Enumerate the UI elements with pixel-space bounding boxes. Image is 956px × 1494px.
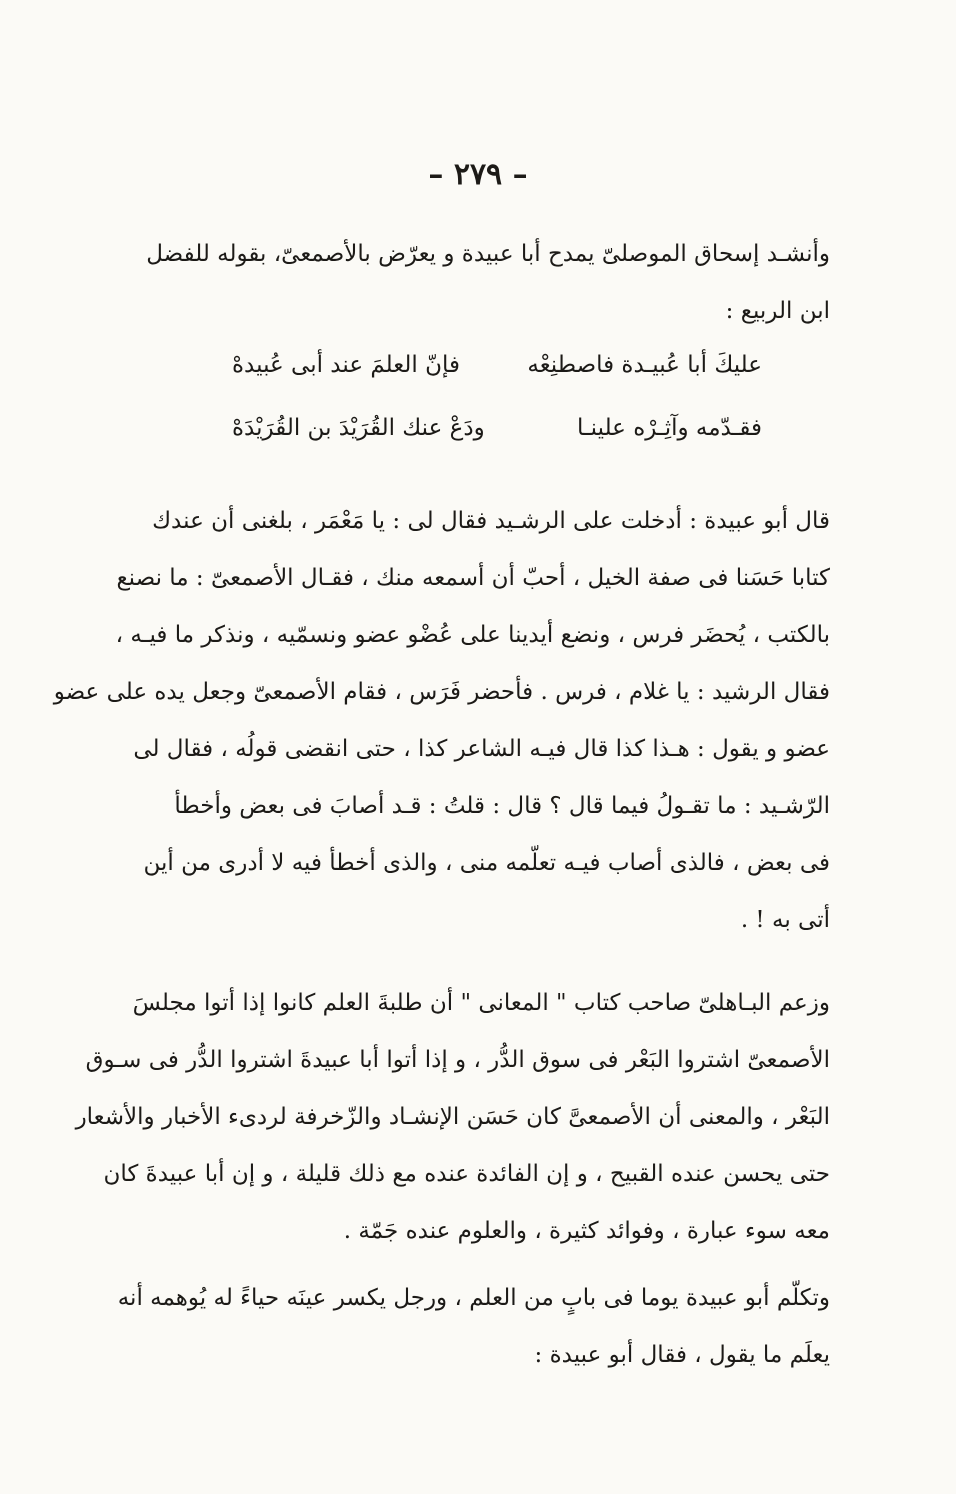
text-line: يعلَم ما يقول ، فقال أبو عبيدة : xyxy=(534,1342,830,1368)
text-line: معه سوء عبارة ، وفوائد كثيرة ، والعلوم عنده جَمّة . xyxy=(343,1218,830,1244)
text-line: فى بعض ، فالذى أصاب فيـه تعلّمه منى ، والذى أخطأ فيه لا أدرى من أين xyxy=(143,850,830,876)
text-line: أتى به ! . xyxy=(740,907,830,933)
page-number: – ٢٧٩ – xyxy=(428,157,528,192)
verse-hemistich-second: فإنّ العلمَ عند أبى عُبيدهْ xyxy=(232,352,460,378)
text-line: وتكلّم أبو عبيدة يوما فى بابٍ من العلم ، ورجل يكسر عينَه حياءً له يُوهمه أنه xyxy=(117,1285,830,1311)
paragraph-intro xyxy=(146,226,830,340)
paragraph-closing xyxy=(117,1270,830,1384)
text-line: وأنشـد إسحاق الموصلىّ يمدح أبا عبيدة و يعرّض بالأصمعىّ، بقوله للفضل xyxy=(146,241,830,267)
text-line: الأصمعىّ اشتروا البَعْر فى سوق الدُّر ، و إذا أتوا أبا عبيدةَ اشتروا الدُّر فى سـوق xyxy=(85,1047,830,1073)
paragraph-rashid-story xyxy=(53,493,830,949)
text-line: البَعْر ، والمعنى أن الأصمعىَّ كان حَسَن الإنشـاد والزّخرفة لردىء الأخبار والأشعار xyxy=(75,1104,830,1130)
text-line: قال أبو عبيدة : أدخلت على الرشـيد فقال لى : يا مَعْمَر ، بلغنى أن عندك xyxy=(152,508,830,534)
text-line: بالكتب ، يُحضَر فرس ، ونضع أيدينا على عُضْو عضو ونسمّيه ، ونذكر ما فيـه ، xyxy=(115,622,830,648)
text-line: وزعم البـاهلىّ صاحب كتاب " المعانى " أن طلبةَ العلم كانوا إذا أتوا مجلسَ xyxy=(132,990,830,1016)
text-line: فقال الرشيد : يا غلام ، فرس . فأحضر فَرَس ، فقام الأصمعىّ وجعل يده على عضو xyxy=(53,679,830,705)
verse-line-1 xyxy=(232,352,762,412)
paragraph-bahili xyxy=(75,975,830,1260)
text-line: كتابا حَسَنا فى صفة الخيل ، أحبّ أن أسمعه منك ، فقـال الأصمعىّ : ما نصنع xyxy=(116,565,830,591)
text-line: الرّشـيد : ما تقـولُ فيما قال ؟ قال : قلتُ : قـد أصابَ فى بعض وأخطأ xyxy=(174,793,830,819)
verse-hemistich-second: ودَعْ عنك القُرَيْدَ بن القُرَيْدَهْ xyxy=(232,415,485,441)
verse-hemistich-first: فقـدّمه وآثِـرْه علينـا xyxy=(576,415,762,441)
text-line: حتى يحسن عنده القبيح ، و إن الفائدة عنده مع ذلك قليلة ، و إن أبا عبيدةَ كان xyxy=(103,1161,830,1187)
verse-hemistich-first: عليكَ أبا عُبيـدة فاصطنِعْه xyxy=(527,352,762,378)
text-line: عضو و يقول : هـذا كذا قال فيـه الشاعر كذا ، حتى انقضى قولُه ، فقال لى xyxy=(133,736,830,762)
text-line: ابن الربيع : xyxy=(725,298,830,324)
verse-line-2 xyxy=(232,415,762,475)
